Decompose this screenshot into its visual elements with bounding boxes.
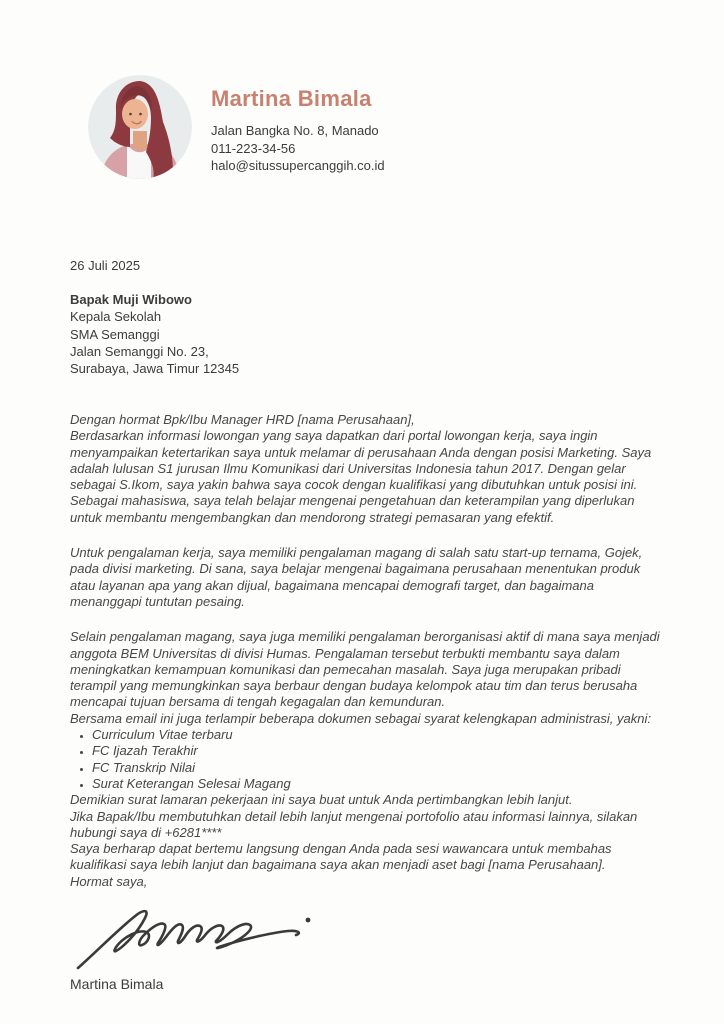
attachments-list <box>70 727 662 792</box>
recipient-name: Bapak Muji Wibowo <box>70 292 192 307</box>
signature-image <box>72 892 322 972</box>
paragraph-2: Untuk pengalaman kerja, saya memiliki pengalaman magang di salah satu start-up ternama, Gojek, pada divisi marketing. Di sana, saya belajar mengenai bagaimana perusahaan menentukan produk atau layanan apa yang akan dijual, bagaimana mencapai demografi target, dan bagaimana menanggapi tuntutan pesaing. <box>70 545 643 609</box>
contact-phone: 011-223-34-56 <box>211 140 296 156</box>
paragraph-3: Selain pengalaman magang, saya juga memiliki pengalaman berorganisasi aktif di mana saya menjadi anggota BEM Universitas di divisi Humas. Pengalaman tersebut terbukti membantu saya dalam meningkatkan kemampuan komunikasi dan pemecahan masalah. Saya juga merupakan pribadi terampil yang memungkinkan saya berbaur dengan budaya kelompok atau tim dan terus berusaha mencapai tujuan bersama di tengah kegagalan dan kemunduran. <box>70 629 660 710</box>
profile-photo <box>88 75 192 179</box>
header-contact-block <box>211 75 385 175</box>
recipient-address-line1: Jalan Semanggi No. 23, <box>70 343 209 359</box>
recipient-organization: SMA Semanggi <box>70 326 160 342</box>
attachment-item: • Surat Keterangan Selesai Magang <box>92 776 662 792</box>
signature-block <box>70 892 662 992</box>
recipient-title: Kepala Sekolah <box>70 309 162 325</box>
signature-name: Martina Bimala <box>70 976 164 993</box>
paragraph-1: Berdasarkan informasi lowongan yang saya dapatkan dari portal lowongan kerja, saya ingin menyampaikan ketertarikan saya untuk melamar di perusahaan Anda dengan posisi Marketing. Saya adalah lulusan S1 jurusan Ilmu Komunikasi dari Universitas Indonesia tahun 2017. Dengan gelar sebagai S.Ikom, saya yakin bahwa saya cocok dengan kualifikasi yang dibutuhkan untuk posisi ini. Sebagai mahasiswa, saya telah belajar mengenai pengetahuan dan keterampilan yang diperlukan untuk membantu mengembangkan dan mendorong strategi pemasaran yang efektif. <box>70 428 652 525</box>
salutation: Dengan hormat Bpk/Ibu Manager HRD [nama Perusahaan], <box>70 412 415 427</box>
attachment-item: • FC Ijazah Terakhir <box>92 743 662 759</box>
attachment-item: • FC Transkrip Nilai <box>92 760 662 776</box>
letter-header <box>88 75 385 179</box>
contact-email: halo@situssupercanggih.co.id <box>211 158 385 173</box>
closing-line-3: Saya berharap dapat bertemu langsung dengan Anda pada sesi wawancara untuk membahas kualifikasi saya lebih lanjut dan bagaimana saya akan menjadi aset bagi [nama Perusahaan]. <box>70 841 612 873</box>
applicant-name: Martina Bimala <box>211 86 372 111</box>
attachment-item: • Curriculum Vitae terbaru <box>92 727 662 743</box>
closing-line-1: Demikian surat lamaran pekerjaan ini saya buat untuk Anda pertimbangkan lebih lanjut. <box>70 792 573 808</box>
closing-line-2: Jika Bapak/Ibu membutuhkan detail lebih lanjut mengenai portofolio atau informasi lainnya, silakan hubungi saya di +6281**** <box>70 808 638 840</box>
profile-photo-graphic <box>88 75 192 179</box>
valediction: Hormat saya, <box>70 873 148 889</box>
recipient-block <box>70 291 239 377</box>
attachments-intro: Bersama email ini juga terlampir beberapa dokumen sebagai syarat kelengkapan administrasi, yakni: <box>70 710 651 726</box>
letter-body <box>70 412 662 992</box>
contact-address: Jalan Bangka No. 8, Manado <box>211 123 379 138</box>
letter-date: 26 Juli 2025 <box>70 258 141 273</box>
recipient-address-line2: Surabaya, Jawa Timur 12345 <box>70 361 240 377</box>
